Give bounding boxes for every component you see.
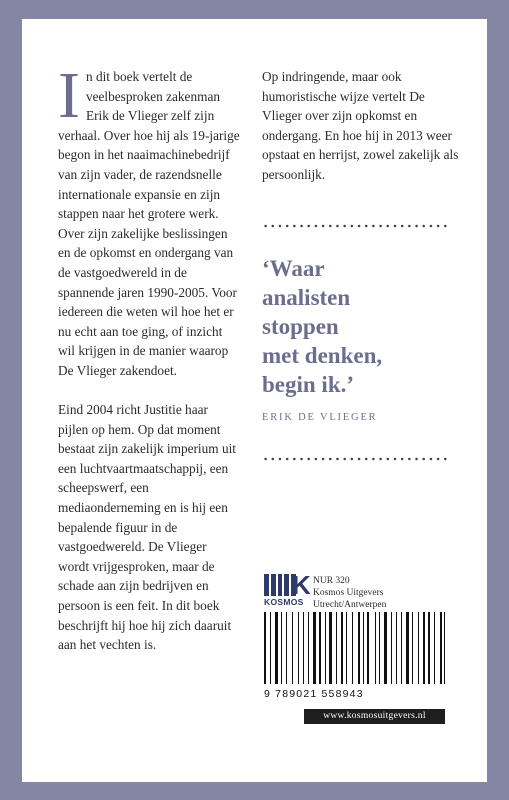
quote-line-4: met denken, xyxy=(262,343,383,368)
drop-cap: I xyxy=(58,59,80,132)
logo-text: KOSMOS xyxy=(264,597,304,607)
blurb-paragraph-1-text: n dit boek vertelt de veelbesproken zakenman Erik de Vlieger zelf zijn verhaal. Over hoe hij als 19-jarige begon in het naaimachinebedrijf van zijn vader, de razendsnelle internationale expansie en zijn stappen naar het grotere werk. Over zijn zakelijke beslissingen en de opkomst en ondergang van de vastgoedwereld in de spannende jaren 1990-2005. Voor iedereen die weten wil hoe het er nu echt aan toe ging, of inzicht wil krijgen in de manier waarop De Vlieger zakendoet. xyxy=(58,69,240,378)
quote-line-2: analisten xyxy=(262,285,351,310)
publisher-name: Kosmos Uitgevers xyxy=(313,588,384,598)
quote-line-3: stoppen xyxy=(262,314,339,339)
dotted-divider-bottom xyxy=(262,457,450,461)
isbn-barcode xyxy=(264,612,450,684)
quote-line-5: begin ik.’ xyxy=(262,372,355,397)
blurb-right-column xyxy=(262,67,462,185)
website-url: www.kosmosuitgevers.nl xyxy=(304,709,445,724)
kosmos-logo xyxy=(264,570,311,608)
dotted-divider-top xyxy=(262,224,450,228)
nur-code: NUR 320 xyxy=(313,576,350,586)
publisher-city: Utrecht/Antwerpen xyxy=(313,600,387,610)
blurb-left-column xyxy=(58,59,240,655)
quote-line-1: ‘Waar xyxy=(262,256,325,281)
logo-letter: K xyxy=(292,570,311,600)
blurb-paragraph-1 xyxy=(58,59,240,381)
quote-author: ERIK DE VLIEGER xyxy=(262,412,378,423)
blurb-paragraph-2: Eind 2004 richt Justitie haar pijlen op hem. Op dat moment bestaat zijn zakelijk imperium uit een luchtvaartmaatschappij, een scheepswerf, een mediaonderneming en is hij een bepalende figuur in de vastgoedwereld. De Vlieger wordt vrijgesproken, maar de schade aan zijn bedrijven en persoon is een feit. In dit boek beschrijft hij hoe hij zich daaruit aan het vechten is. xyxy=(58,402,236,653)
pull-quote xyxy=(262,254,462,399)
publisher-info xyxy=(313,575,386,611)
blurb-paragraph-3: Op indringende, maar ook humoristische wijze vertelt De Vlieger over zijn opkomst en ondergang. En hoe hij in 2013 weer opstaat en herrijst, zowel zakelijk als persoonlijk. xyxy=(262,69,459,182)
isbn-number: 9 789021 558943 xyxy=(264,688,364,700)
